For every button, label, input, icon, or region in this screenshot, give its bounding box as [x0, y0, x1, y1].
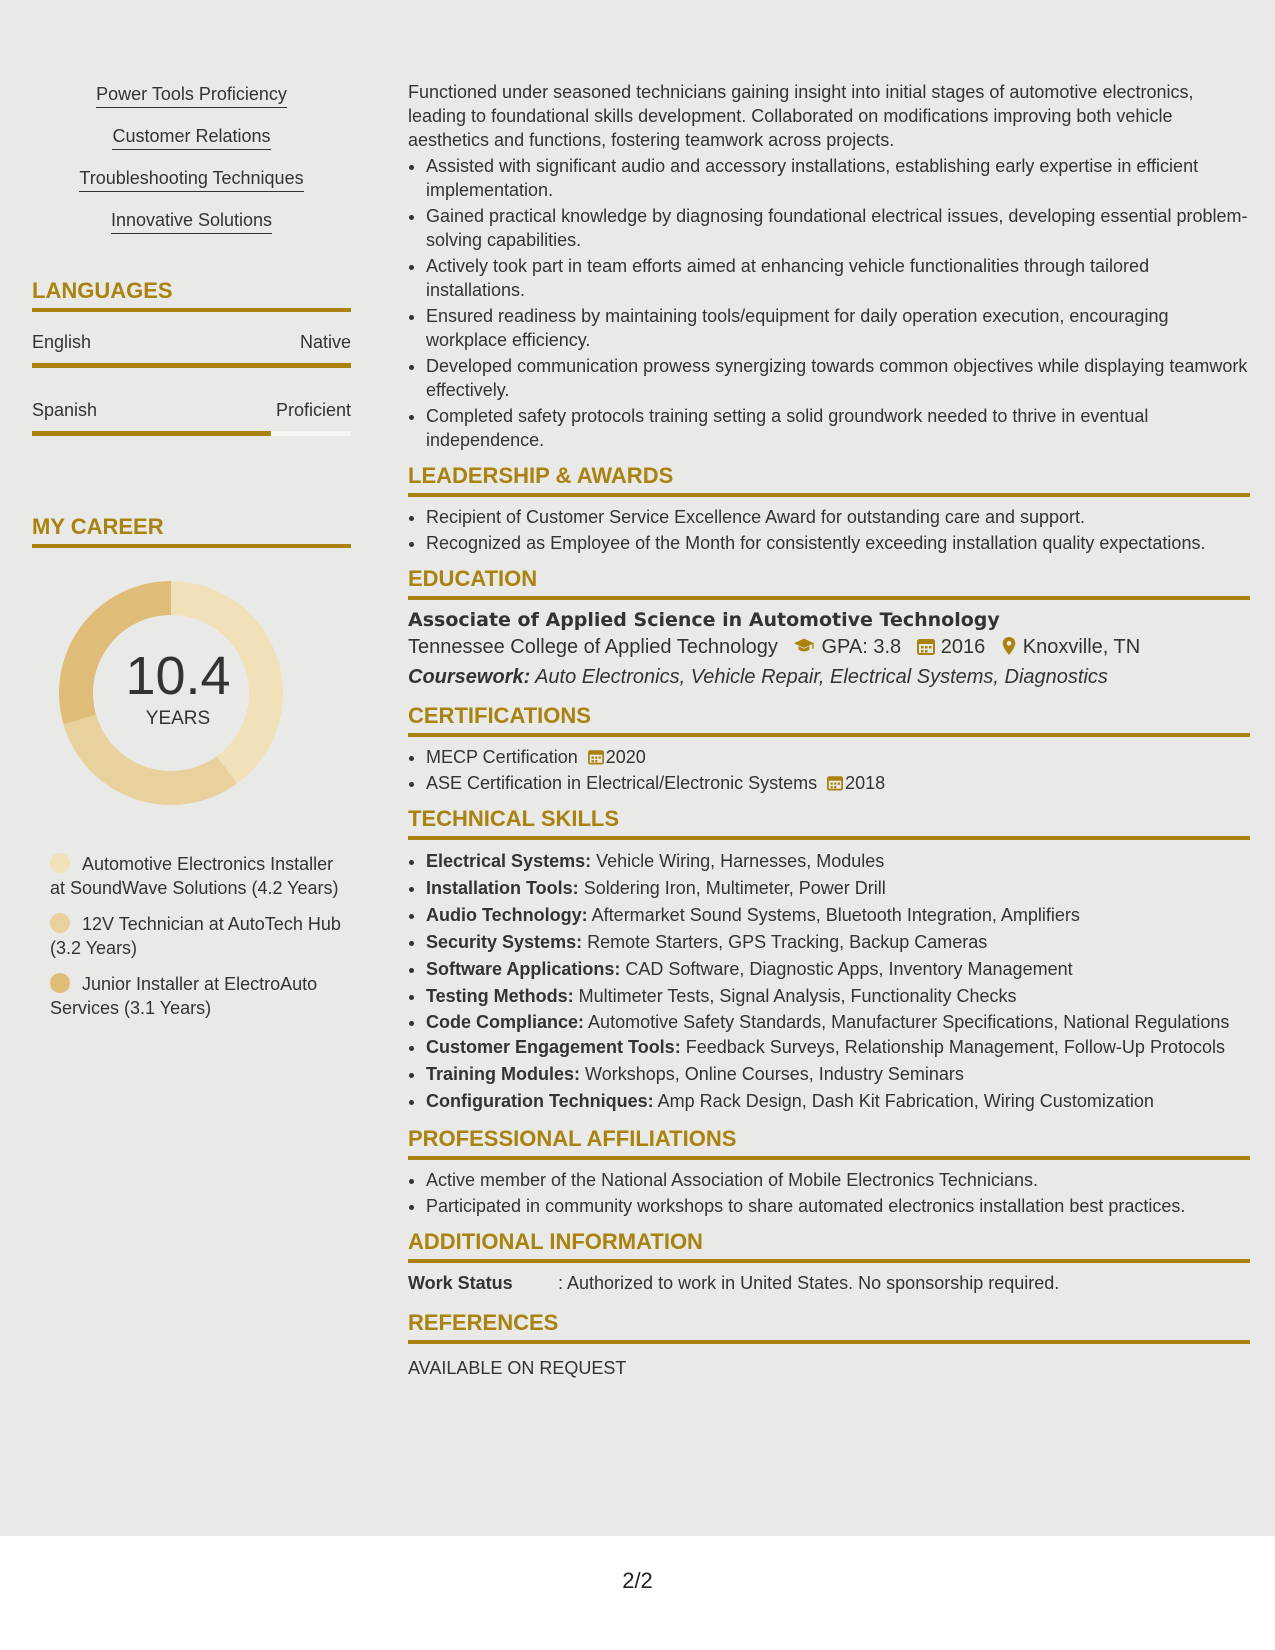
education-details [408, 632, 1250, 662]
education-heading: EDUCATION [408, 565, 1250, 600]
career-legend [32, 852, 351, 1020]
language-spanish [32, 400, 351, 436]
experience-bullets [408, 154, 1250, 452]
certifications-heading: CERTIFICATIONS [408, 702, 1250, 737]
list-item: • ASE Certification in Electrical/Electronic Systems 2018 [426, 771, 1250, 795]
skills-list [32, 84, 351, 234]
list-item: • Training Modules: Workshops, Online Courses, Industry Seminars [426, 1061, 1250, 1088]
language-level: Proficient [275, 400, 351, 420]
list-item: • Gained practical knowledge by diagnosing foundational electrical issues, developing essential problem-solving capabilities. [426, 204, 1250, 252]
language-bar-fill [32, 363, 351, 368]
list-item: • Recognized as Employee of the Month for consistently exceeding installation quality expectations. [426, 531, 1250, 555]
work-status-value: : Authorized to work in United States. No sponsorship required. [558, 1273, 1060, 1293]
work-status-label: Work Status [408, 1273, 513, 1293]
list-item: • Testing Methods: Multimeter Tests, Signal Analysis, Functionality Checks [426, 983, 1250, 1010]
references-text: AVAILABLE ON REQUEST [408, 1358, 627, 1378]
affiliations-list [408, 1168, 1250, 1218]
school-name: Tennessee College of Applied Technology [408, 636, 778, 658]
skill-item: Power Tools Proficiency [32, 84, 351, 108]
list-item: • Software Applications: CAD Software, Diagnostic Apps, Inventory Management [426, 956, 1250, 983]
list-item: • Actively took part in team efforts aimed at enhancing vehicle functionalities through tailored installations. [426, 254, 1250, 302]
languages-heading: LANGUAGES [32, 278, 351, 312]
coursework [408, 662, 1250, 692]
experience-intro: Functioned under seasoned technicians gaining insight into initial stages of automotive electronics, leading to foundational skills development. Collaborated on modifications improving both vehicle aesthetics and functions, fostering teamwork across projects. [408, 82, 1194, 150]
career-donut-chart [32, 568, 351, 818]
coursework-label: Coursework: [408, 666, 531, 688]
list-item: • Security Systems: Remote Starters, GPS Tracking, Backup Cameras [426, 929, 1250, 956]
list-item: • Developed communication prowess synergizing towards common objectives while displaying teamwork effectively. [426, 354, 1250, 402]
list-item: • Electrical Systems: Vehicle Wiring, Harnesses, Modules [426, 848, 1250, 875]
career-heading: MY CAREER [32, 514, 351, 548]
technical-skills-heading: TECHNICAL SKILLS [408, 805, 1250, 840]
location-pin-icon [1001, 637, 1017, 655]
list-item: • Completed safety protocols training setting a solid groundwork needed to thrive in eventual independence. [426, 404, 1250, 452]
skill-item: Customer Relations [32, 126, 351, 150]
list-item: • Customer Engagement Tools: Feedback Surveys, Relationship Management, Follow-Up Protocols [426, 1034, 1250, 1061]
career-total: 10.4 [125, 646, 231, 706]
list-item: • Active member of the National Association of Mobile Electronics Technicians. [426, 1168, 1250, 1192]
page-number: 2/2 [622, 1568, 653, 1593]
legend-dot [50, 973, 70, 993]
list-item: • Audio Technology: Aftermarket Sound Systems, Bluetooth Integration, Amplifiers [426, 902, 1250, 929]
certifications-list [408, 745, 1250, 795]
leadership-heading: LEADERSHIP & AWARDS [408, 462, 1250, 497]
list-item: • Installation Tools: Soldering Iron, Multimeter, Power Drill [426, 875, 1250, 902]
list-item: • Code Compliance: Automotive Safety Standards, Manufacturer Specifications, National Regulations [426, 1010, 1250, 1034]
graduation-cap-icon [793, 637, 815, 655]
calendar-icon [588, 748, 604, 765]
career-legend-item: Junior Installer at ElectroAuto Services (3.1 Years) [50, 974, 318, 1018]
technical-skills-list [408, 848, 1250, 1115]
main-content [408, 80, 1250, 1380]
calendar-icon [827, 774, 843, 791]
list-item: • Assisted with significant audio and accessory installations, establishing early expertise in efficient implementation. [426, 154, 1250, 202]
list-item: • Ensured readiness by maintaining tools/equipment for daily operation execution, encouraging workplace efficiency. [426, 304, 1250, 352]
career-unit: YEARS [145, 708, 211, 729]
affiliations-heading: PROFESSIONAL AFFILIATIONS [408, 1125, 1250, 1160]
additional-info-heading: ADDITIONAL INFORMATION [408, 1228, 1250, 1263]
language-level: Native [299, 332, 351, 352]
list-item: • Configuration Techniques: Amp Rack Design, Dash Kit Fabrication, Wiring Customization [426, 1088, 1250, 1115]
list-item: • Participated in community workshops to share automated electronics installation best practices. [426, 1194, 1250, 1218]
list-item: • Recipient of Customer Service Excellence Award for outstanding care and support. [426, 505, 1250, 529]
language-english [32, 332, 351, 368]
language-name: English [32, 332, 92, 352]
work-status-row [408, 1271, 1250, 1295]
legend-dot [50, 853, 70, 873]
sidebar [32, 84, 351, 1032]
school-location: Knoxville, TN [1022, 636, 1141, 658]
calendar-icon [917, 637, 935, 655]
degree-title: Associate of Applied Science in Automotive Technology [408, 609, 1000, 631]
language-bar [32, 431, 351, 436]
legend-dot [50, 913, 70, 933]
references-heading: REFERENCES [408, 1309, 1250, 1344]
list-item: • MECP Certification 2020 [426, 745, 1250, 769]
leadership-list [408, 505, 1250, 555]
language-bar-fill [32, 431, 271, 436]
coursework-value: Auto Electronics, Vehicle Repair, Electrical Systems, Diagnostics [535, 666, 1108, 688]
graduation-year: 2016 [940, 636, 986, 658]
language-bar [32, 363, 351, 368]
language-name: Spanish [32, 400, 98, 420]
skill-item: Innovative Solutions [32, 210, 351, 234]
career-legend-item: 12V Technician at AutoTech Hub (3.2 Years) [50, 914, 341, 958]
skill-item: Troubleshooting Techniques [32, 168, 351, 192]
career-legend-item: Automotive Electronics Installer at SoundWave Solutions (4.2 Years) [50, 854, 339, 898]
gpa: GPA: 3.8 [821, 636, 902, 658]
